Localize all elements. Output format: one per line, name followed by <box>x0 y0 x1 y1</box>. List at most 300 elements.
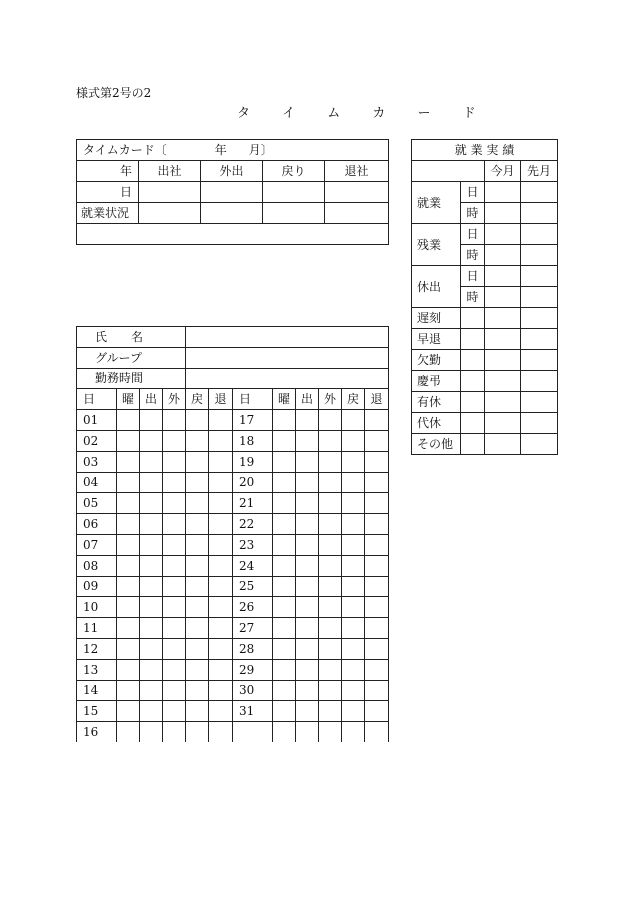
entry-cell[interactable] <box>365 597 389 618</box>
summary-group-label: 就業 <box>412 182 461 224</box>
this-month-header: 今月 <box>485 161 521 182</box>
col-header: 出社 <box>139 161 201 182</box>
entry-cell[interactable] <box>296 701 319 722</box>
entry-cell[interactable] <box>209 722 233 743</box>
timecard-header-cell <box>77 140 389 161</box>
entry-cell[interactable] <box>485 182 521 203</box>
entry-cell[interactable] <box>201 203 263 224</box>
entry-cell[interactable] <box>461 350 485 371</box>
entry-cell[interactable] <box>342 659 365 680</box>
entry-cell[interactable] <box>209 410 233 431</box>
table-row <box>77 472 389 493</box>
entry-cell[interactable] <box>342 722 365 743</box>
entry-cell[interactable] <box>273 410 296 431</box>
entry-cell[interactable] <box>342 493 365 514</box>
entry-cell[interactable] <box>209 638 233 659</box>
entry-cell[interactable] <box>319 534 342 555</box>
entry-cell[interactable] <box>140 638 163 659</box>
day-number: 30 <box>233 680 273 701</box>
entry-cell[interactable] <box>365 430 389 451</box>
entry-cell[interactable] <box>273 597 296 618</box>
entry-cell[interactable] <box>521 413 558 434</box>
entry-cell[interactable] <box>273 451 296 472</box>
entry-cell[interactable] <box>117 493 140 514</box>
entry-cell[interactable] <box>521 329 558 350</box>
entry-cell[interactable] <box>140 618 163 639</box>
entry-cell[interactable] <box>319 472 342 493</box>
summary-row <box>412 371 558 392</box>
entry-cell[interactable] <box>273 430 296 451</box>
blank-cell <box>412 161 485 182</box>
entry-cell[interactable] <box>209 493 233 514</box>
out-col-header: 外 <box>319 389 342 410</box>
entry-cell[interactable] <box>186 534 209 555</box>
entry-cell[interactable] <box>365 451 389 472</box>
entry-cell[interactable] <box>521 182 558 203</box>
leave-col-header: 退 <box>209 389 233 410</box>
entry-cell[interactable] <box>117 701 140 722</box>
entry-cell[interactable] <box>117 410 140 431</box>
entry-cell[interactable] <box>117 638 140 659</box>
entry-cell[interactable] <box>365 659 389 680</box>
return-col-header: 戻 <box>342 389 365 410</box>
entry-cell[interactable] <box>521 245 558 266</box>
entry-cell[interactable] <box>117 555 140 576</box>
entry-cell[interactable] <box>521 203 558 224</box>
summary-item-label: 慶弔 <box>412 371 461 392</box>
entry-cell[interactable] <box>521 350 558 371</box>
entry-cell[interactable] <box>117 430 140 451</box>
entry-cell[interactable] <box>140 430 163 451</box>
day-label: 日 <box>77 182 139 203</box>
entry-cell[interactable] <box>140 534 163 555</box>
entry-cell[interactable] <box>325 182 389 203</box>
entry-cell[interactable] <box>521 434 558 455</box>
entry-cell[interactable] <box>186 430 209 451</box>
day-number: 07 <box>77 534 117 555</box>
entry-cell[interactable] <box>461 329 485 350</box>
entry-cell[interactable] <box>485 392 521 413</box>
day-number: 11 <box>77 618 117 639</box>
timecard-prefix: タイムカード〔 <box>83 143 167 157</box>
entry-cell[interactable] <box>365 638 389 659</box>
day-number: 21 <box>233 493 273 514</box>
entry-cell[interactable] <box>296 534 319 555</box>
entry-cell[interactable] <box>140 451 163 472</box>
entry-cell[interactable] <box>296 410 319 431</box>
entry-cell[interactable] <box>365 410 389 431</box>
work-summary-table <box>411 139 558 455</box>
summary-item-label: 有休 <box>412 392 461 413</box>
entry-cell[interactable] <box>186 597 209 618</box>
entry-cell[interactable] <box>140 493 163 514</box>
entry-cell[interactable] <box>186 618 209 639</box>
form-number: 様式第2号の2 <box>76 86 152 100</box>
entry-cell[interactable] <box>342 430 365 451</box>
entry-cell[interactable] <box>117 722 140 743</box>
day-number: 13 <box>77 659 117 680</box>
summary-group-label: 残業 <box>412 224 461 266</box>
entry-cell[interactable] <box>117 659 140 680</box>
table-row <box>77 534 389 555</box>
day-number: 03 <box>77 451 117 472</box>
entry-cell[interactable] <box>342 618 365 639</box>
entry-cell[interactable] <box>319 514 342 535</box>
entry-cell[interactable] <box>296 576 319 597</box>
entry-cell[interactable] <box>461 308 485 329</box>
day-col-header: 日 <box>233 389 273 410</box>
entry-cell[interactable] <box>485 224 521 245</box>
summary-row <box>412 434 558 455</box>
weekday-col-header: 曜 <box>273 389 296 410</box>
name-field[interactable] <box>186 327 389 348</box>
entry-cell[interactable] <box>365 576 389 597</box>
table-row <box>77 722 389 743</box>
entry-cell[interactable] <box>163 618 186 639</box>
entry-cell[interactable] <box>319 430 342 451</box>
name-label: 氏 名 <box>77 327 186 348</box>
entry-cell[interactable] <box>342 555 365 576</box>
entry-cell[interactable] <box>296 430 319 451</box>
entry-cell[interactable] <box>163 638 186 659</box>
day-number: 18 <box>233 430 273 451</box>
entry-cell[interactable] <box>296 597 319 618</box>
summary-row <box>412 308 558 329</box>
entry-cell[interactable] <box>365 534 389 555</box>
last-month-header: 先月 <box>521 161 558 182</box>
day-number: 25 <box>233 576 273 597</box>
entry-cell[interactable] <box>273 472 296 493</box>
entry-cell[interactable] <box>117 451 140 472</box>
entry-cell[interactable] <box>521 392 558 413</box>
entry-cell[interactable] <box>319 701 342 722</box>
entry-cell[interactable] <box>296 555 319 576</box>
entry-cell[interactable] <box>186 555 209 576</box>
summary-sub-label: 日 <box>461 224 485 245</box>
entry-cell[interactable] <box>201 182 263 203</box>
summary-row <box>412 329 558 350</box>
entry-cell[interactable] <box>163 451 186 472</box>
entry-cell[interactable] <box>140 722 163 743</box>
summary-item-label: その他 <box>412 434 461 455</box>
in-col-header: 出 <box>296 389 319 410</box>
entry-cell[interactable] <box>209 680 233 701</box>
entry-cell[interactable] <box>209 576 233 597</box>
entry-cell[interactable] <box>209 514 233 535</box>
entry-cell[interactable] <box>163 680 186 701</box>
entry-cell[interactable] <box>485 413 521 434</box>
entry-cell[interactable] <box>342 514 365 535</box>
entry-cell[interactable] <box>117 597 140 618</box>
entry-cell[interactable] <box>319 576 342 597</box>
entry-cell[interactable] <box>117 472 140 493</box>
entry-cell[interactable] <box>163 701 186 722</box>
entry-cell[interactable] <box>365 680 389 701</box>
status-label: 就業状況 <box>77 203 139 224</box>
entry-cell[interactable] <box>273 638 296 659</box>
entry-cell[interactable] <box>521 266 558 287</box>
entry-cell[interactable] <box>485 371 521 392</box>
entry-cell[interactable] <box>140 701 163 722</box>
day-number: 02 <box>77 430 117 451</box>
group-label: グループ <box>77 347 186 368</box>
day-number: 16 <box>77 722 117 743</box>
entry-cell[interactable] <box>296 493 319 514</box>
day-number: 20 <box>233 472 273 493</box>
summary-item-label: 遅刻 <box>412 308 461 329</box>
day-number: 04 <box>77 472 117 493</box>
entry-cell[interactable] <box>163 472 186 493</box>
entry-cell[interactable] <box>209 430 233 451</box>
entry-cell[interactable] <box>117 618 140 639</box>
entry-cell[interactable] <box>521 224 558 245</box>
entry-cell[interactable] <box>319 410 342 431</box>
entry-cell[interactable] <box>140 576 163 597</box>
entry-cell[interactable] <box>319 555 342 576</box>
in-col-header: 出 <box>140 389 163 410</box>
entry-cell[interactable] <box>342 597 365 618</box>
table-row <box>77 701 389 722</box>
entry-cell[interactable] <box>209 555 233 576</box>
table-row <box>77 555 389 576</box>
entry-cell[interactable] <box>521 308 558 329</box>
entry-cell[interactable] <box>273 555 296 576</box>
entry-cell[interactable] <box>319 618 342 639</box>
entry-cell[interactable] <box>186 493 209 514</box>
entry-cell[interactable] <box>140 659 163 680</box>
entry-cell[interactable] <box>209 451 233 472</box>
entry-cell[interactable] <box>521 287 558 308</box>
entry-cell[interactable] <box>117 680 140 701</box>
summary-sub-label: 時 <box>461 203 485 224</box>
hours-label: 勤務時間 <box>77 368 186 389</box>
entry-cell[interactable] <box>163 576 186 597</box>
entry-cell[interactable] <box>273 534 296 555</box>
entry-cell[interactable] <box>273 514 296 535</box>
entry-cell[interactable] <box>140 472 163 493</box>
entry-cell[interactable] <box>186 722 209 743</box>
day-number: 26 <box>233 597 273 618</box>
entry-cell[interactable] <box>163 659 186 680</box>
entry-cell[interactable] <box>186 659 209 680</box>
entry-cell[interactable] <box>485 203 521 224</box>
entry-cell[interactable] <box>163 597 186 618</box>
entry-cell[interactable] <box>296 722 319 743</box>
day-number: 27 <box>233 618 273 639</box>
out-col-header: 外 <box>163 389 186 410</box>
day-number: 08 <box>77 555 117 576</box>
notes-cell[interactable] <box>77 224 389 245</box>
entry-cell[interactable] <box>319 451 342 472</box>
entry-cell[interactable] <box>163 410 186 431</box>
entry-cell[interactable] <box>163 534 186 555</box>
table-row <box>77 514 389 535</box>
day-number: 23 <box>233 534 273 555</box>
entry-cell[interactable] <box>186 410 209 431</box>
entry-cell[interactable] <box>139 182 201 203</box>
day-number: 09 <box>77 576 117 597</box>
day-number: 28 <box>233 638 273 659</box>
document-title: タ イ ム カ ー ド <box>237 106 490 121</box>
table-row <box>77 618 389 639</box>
entry-cell[interactable] <box>296 618 319 639</box>
entry-cell[interactable] <box>186 576 209 597</box>
entry-cell[interactable] <box>163 514 186 535</box>
day-number: 15 <box>77 701 117 722</box>
entry-cell[interactable] <box>365 493 389 514</box>
day-number: 10 <box>77 597 117 618</box>
entry-cell[interactable] <box>342 451 365 472</box>
table-row <box>77 680 389 701</box>
table-row <box>77 451 389 472</box>
entry-cell[interactable] <box>521 371 558 392</box>
entry-cell[interactable] <box>209 659 233 680</box>
entry-cell[interactable] <box>209 472 233 493</box>
entry-cell[interactable] <box>296 638 319 659</box>
col-header: 戻り <box>263 161 325 182</box>
timecard-month-label: 月〕 <box>248 143 273 157</box>
entry-cell[interactable] <box>296 472 319 493</box>
weekday-col-header: 曜 <box>117 389 140 410</box>
entry-cell[interactable] <box>263 182 325 203</box>
entry-cell[interactable] <box>273 680 296 701</box>
entry-cell[interactable] <box>342 534 365 555</box>
entry-cell[interactable] <box>273 659 296 680</box>
col-header: 退社 <box>325 161 389 182</box>
entry-cell[interactable] <box>186 472 209 493</box>
entry-cell[interactable] <box>319 597 342 618</box>
entry-cell[interactable] <box>209 534 233 555</box>
entry-cell[interactable] <box>296 680 319 701</box>
entry-cell[interactable] <box>485 434 521 455</box>
summary-sub-label: 時 <box>461 245 485 266</box>
entry-cell[interactable] <box>140 555 163 576</box>
table-row <box>77 638 389 659</box>
entry-cell[interactable] <box>163 493 186 514</box>
year-label: 年 <box>77 161 139 182</box>
entry-cell[interactable] <box>163 555 186 576</box>
day-number: 17 <box>233 410 273 431</box>
entry-cell[interactable] <box>139 203 201 224</box>
day-number: 14 <box>77 680 117 701</box>
day-number: 06 <box>77 514 117 535</box>
entry-cell[interactable] <box>273 493 296 514</box>
entry-cell[interactable] <box>485 266 521 287</box>
entry-cell[interactable] <box>365 472 389 493</box>
entry-cell[interactable] <box>365 618 389 639</box>
entry-cell[interactable] <box>140 410 163 431</box>
summary-item-label: 欠勤 <box>412 350 461 371</box>
entry-cell[interactable] <box>186 701 209 722</box>
entry-cell[interactable] <box>342 576 365 597</box>
entry-cell[interactable] <box>461 392 485 413</box>
entry-cell[interactable] <box>209 701 233 722</box>
entry-cell[interactable] <box>209 618 233 639</box>
entry-cell[interactable] <box>296 451 319 472</box>
entry-cell[interactable] <box>319 722 342 743</box>
return-col-header: 戻 <box>186 389 209 410</box>
summary-sub-label: 時 <box>461 287 485 308</box>
day-number: 31 <box>233 701 273 722</box>
entry-cell[interactable] <box>365 514 389 535</box>
entry-cell[interactable] <box>117 514 140 535</box>
entry-cell[interactable] <box>209 597 233 618</box>
timecard-year-label: 年 <box>214 143 227 157</box>
entry-cell[interactable] <box>319 493 342 514</box>
entry-cell[interactable] <box>461 413 485 434</box>
timecard-header-table <box>76 139 389 245</box>
entry-cell[interactable] <box>485 287 521 308</box>
entry-cell[interactable] <box>186 680 209 701</box>
entry-cell[interactable] <box>186 451 209 472</box>
summary-group-label: 休出 <box>412 266 461 308</box>
entry-cell[interactable] <box>485 245 521 266</box>
summary-row <box>412 350 558 371</box>
entry-cell[interactable] <box>342 701 365 722</box>
summary-sub-label: 日 <box>461 182 485 203</box>
entry-cell[interactable] <box>273 618 296 639</box>
entry-cell[interactable] <box>342 472 365 493</box>
entry-cell[interactable] <box>273 722 296 743</box>
table-row <box>77 430 389 451</box>
table-row <box>77 659 389 680</box>
table-row <box>77 493 389 514</box>
entry-cell[interactable] <box>342 410 365 431</box>
entry-cell[interactable] <box>140 514 163 535</box>
entry-cell[interactable] <box>186 514 209 535</box>
entry-cell[interactable] <box>485 308 521 329</box>
entry-cell[interactable] <box>461 371 485 392</box>
entry-cell[interactable] <box>365 555 389 576</box>
entry-cell[interactable] <box>365 701 389 722</box>
day-number: 01 <box>77 410 117 431</box>
entry-cell[interactable] <box>296 659 319 680</box>
entry-cell[interactable] <box>186 638 209 659</box>
entry-cell[interactable] <box>273 576 296 597</box>
leave-col-header: 退 <box>365 389 389 410</box>
group-field[interactable] <box>186 347 389 368</box>
entry-cell[interactable] <box>461 434 485 455</box>
col-header: 外出 <box>201 161 263 182</box>
entry-cell[interactable] <box>319 638 342 659</box>
entry-cell[interactable] <box>117 576 140 597</box>
entry-cell[interactable] <box>485 329 521 350</box>
summary-sub-label: 日 <box>461 266 485 287</box>
entry-cell[interactable] <box>319 680 342 701</box>
day-col-header: 日 <box>77 389 117 410</box>
entry-cell[interactable] <box>319 659 342 680</box>
entry-cell[interactable] <box>325 203 389 224</box>
entry-cell[interactable] <box>485 350 521 371</box>
entry-cell[interactable] <box>273 701 296 722</box>
entry-cell[interactable] <box>140 597 163 618</box>
entry-cell[interactable] <box>296 514 319 535</box>
hours-field[interactable] <box>186 368 389 389</box>
entry-cell[interactable] <box>163 430 186 451</box>
day-number: 12 <box>77 638 117 659</box>
day-number: 29 <box>233 659 273 680</box>
entry-cell[interactable] <box>163 722 186 743</box>
entry-cell[interactable] <box>140 680 163 701</box>
table-row <box>77 576 389 597</box>
entry-cell[interactable] <box>342 638 365 659</box>
entry-cell[interactable] <box>263 203 325 224</box>
summary-row <box>412 413 558 434</box>
entry-cell[interactable] <box>365 722 389 743</box>
entry-cell[interactable] <box>342 680 365 701</box>
day-number <box>233 722 273 743</box>
entry-cell[interactable] <box>117 534 140 555</box>
